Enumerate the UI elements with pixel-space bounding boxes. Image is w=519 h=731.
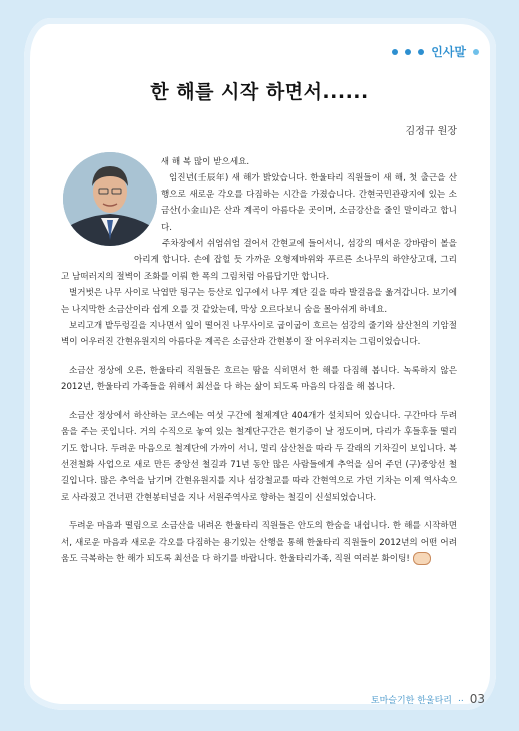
page-title: 한 해를 시작 하면서...... — [150, 81, 369, 103]
closing-text: 두려운 마음과 떨림으로 소금산을 내려온 한울타리 직원들은 안도의 한숨을 내쉽니다. 한 해를 시작하면서, 새로운 마음과 새로운 각오를 다짐하는 용기있는 산행을 통해 한울타리 직원들이 2012년의 어떤 어려움도 극복하는 한 해가 되도록 최선을 다 하기를 바랍니다. 한울타리가족, 직원 여러분 화이팅! — [61, 521, 457, 564]
author-byline: 김정규 원장 — [405, 126, 457, 137]
paragraph-river: 보리고개 밭두렁길을 지나면서 잎이 떨어진 나무사이로 굽이굽이 흐르는 섬강의 줄기와 삼산천의 기암절벽이 어우러진 간현유원지의 아름다운 계곡은 소금산과 간현봉이 잘 어우러지는 그림이었습니다. — [61, 321, 457, 348]
paragraph-closing — [61, 518, 457, 567]
page-number: 03 — [469, 692, 485, 706]
page-footer — [371, 692, 485, 706]
paragraph-new-year: 임진년(壬辰年) 새 해가 밝았습니다. 한울타리 직원들이 새 해, 첫 출근을 산행으로 새로운 각오를 다짐하는 시간을 가졌습니다. 간현국민관광지에 있는 소금산(小金山)은 산과 계곡이 아름다운 곳이며, 소금강산을 줄인 말이라고 합니다. — [161, 173, 457, 233]
footer-label: 토마슬기한 한울타리 — [370, 695, 452, 706]
letter-body — [61, 154, 457, 567]
dot-icon — [392, 49, 398, 55]
dot-icon — [418, 49, 424, 55]
section-header — [392, 43, 479, 60]
footer-separator: .. — [457, 694, 464, 704]
paragraph-descent: 소금산 정상에서 하산하는 코스에는 여섯 구간에 철제계단 404개가 설치되어 있습니다. 구간마다 두려움을 주는 곳입니다. 거의 수직으로 놓여 있는 철계단구간은 현기증이 날 정도이며, 다리가 후들후들 떨리기도 합니다. 두려운 마음으로 철계단에 가까이 서니, 멀리 삼산천을 따라 두 갈래의 기차길이 보입니다. 복선전철화 사업으로 새로 만든 중앙선 철길과 71년 동안 많은 사람들에게 추억을 심어 주던 (구)중앙선 철길입니다. 많은 추억을 남기며 간현유원지를 지나 섬강철교를 따라 간현역으로 가던 기차는 이제 역사속으로 사라졌고 건너편 간현봉터널을 지나 서원주역사로 향하는 철길이 신설되었습니다. — [61, 410, 457, 503]
paragraph-greeting: 새 해 복 많이 받으세요. — [160, 157, 250, 167]
dot-icon — [473, 49, 479, 55]
paragraph-parking: 주차장에서 쉬엄쉬엄 걸어서 간현교에 들어서니, 섬강의 매서운 강바람이 볼을 아리게 합니다. 손에 잡힐 듯 가까운 오형제바위와 푸르른 소나무의 하얀상고대, 그리고 남떠러지의 절벽이 조화를 이뤄 한 폭의 그림처럼 아름답기만 합니다. — [61, 239, 457, 282]
smile-emoticon-icon — [413, 552, 431, 565]
paragraph-summit: 소금산 정상에 오른, 한울타리 직원들은 흐르는 땀을 식히면서 한 해를 다짐해 봅니다. 녹록하지 않은 2012년, 한울타리 가족들을 위해서 최선을 다 하는 삶이 되도록 마음의 다짐을 해 봅니다. — [61, 365, 457, 393]
paragraph-trail: 벌거벗은 나무 사이로 낙엽만 뒹구는 등산로 입구에서 나무 계단 길을 따라 발걸음을 옮겨갑니다. 보기에는 나지막한 소금산이라 쉽게 오를 것 같았는데, 막상 오르다보니 숨을 몰아쉬게 하네요. — [61, 288, 457, 315]
section-label: 인사말 — [431, 45, 466, 59]
dot-icon — [405, 49, 411, 55]
photo-wrap-space — [61, 154, 161, 268]
